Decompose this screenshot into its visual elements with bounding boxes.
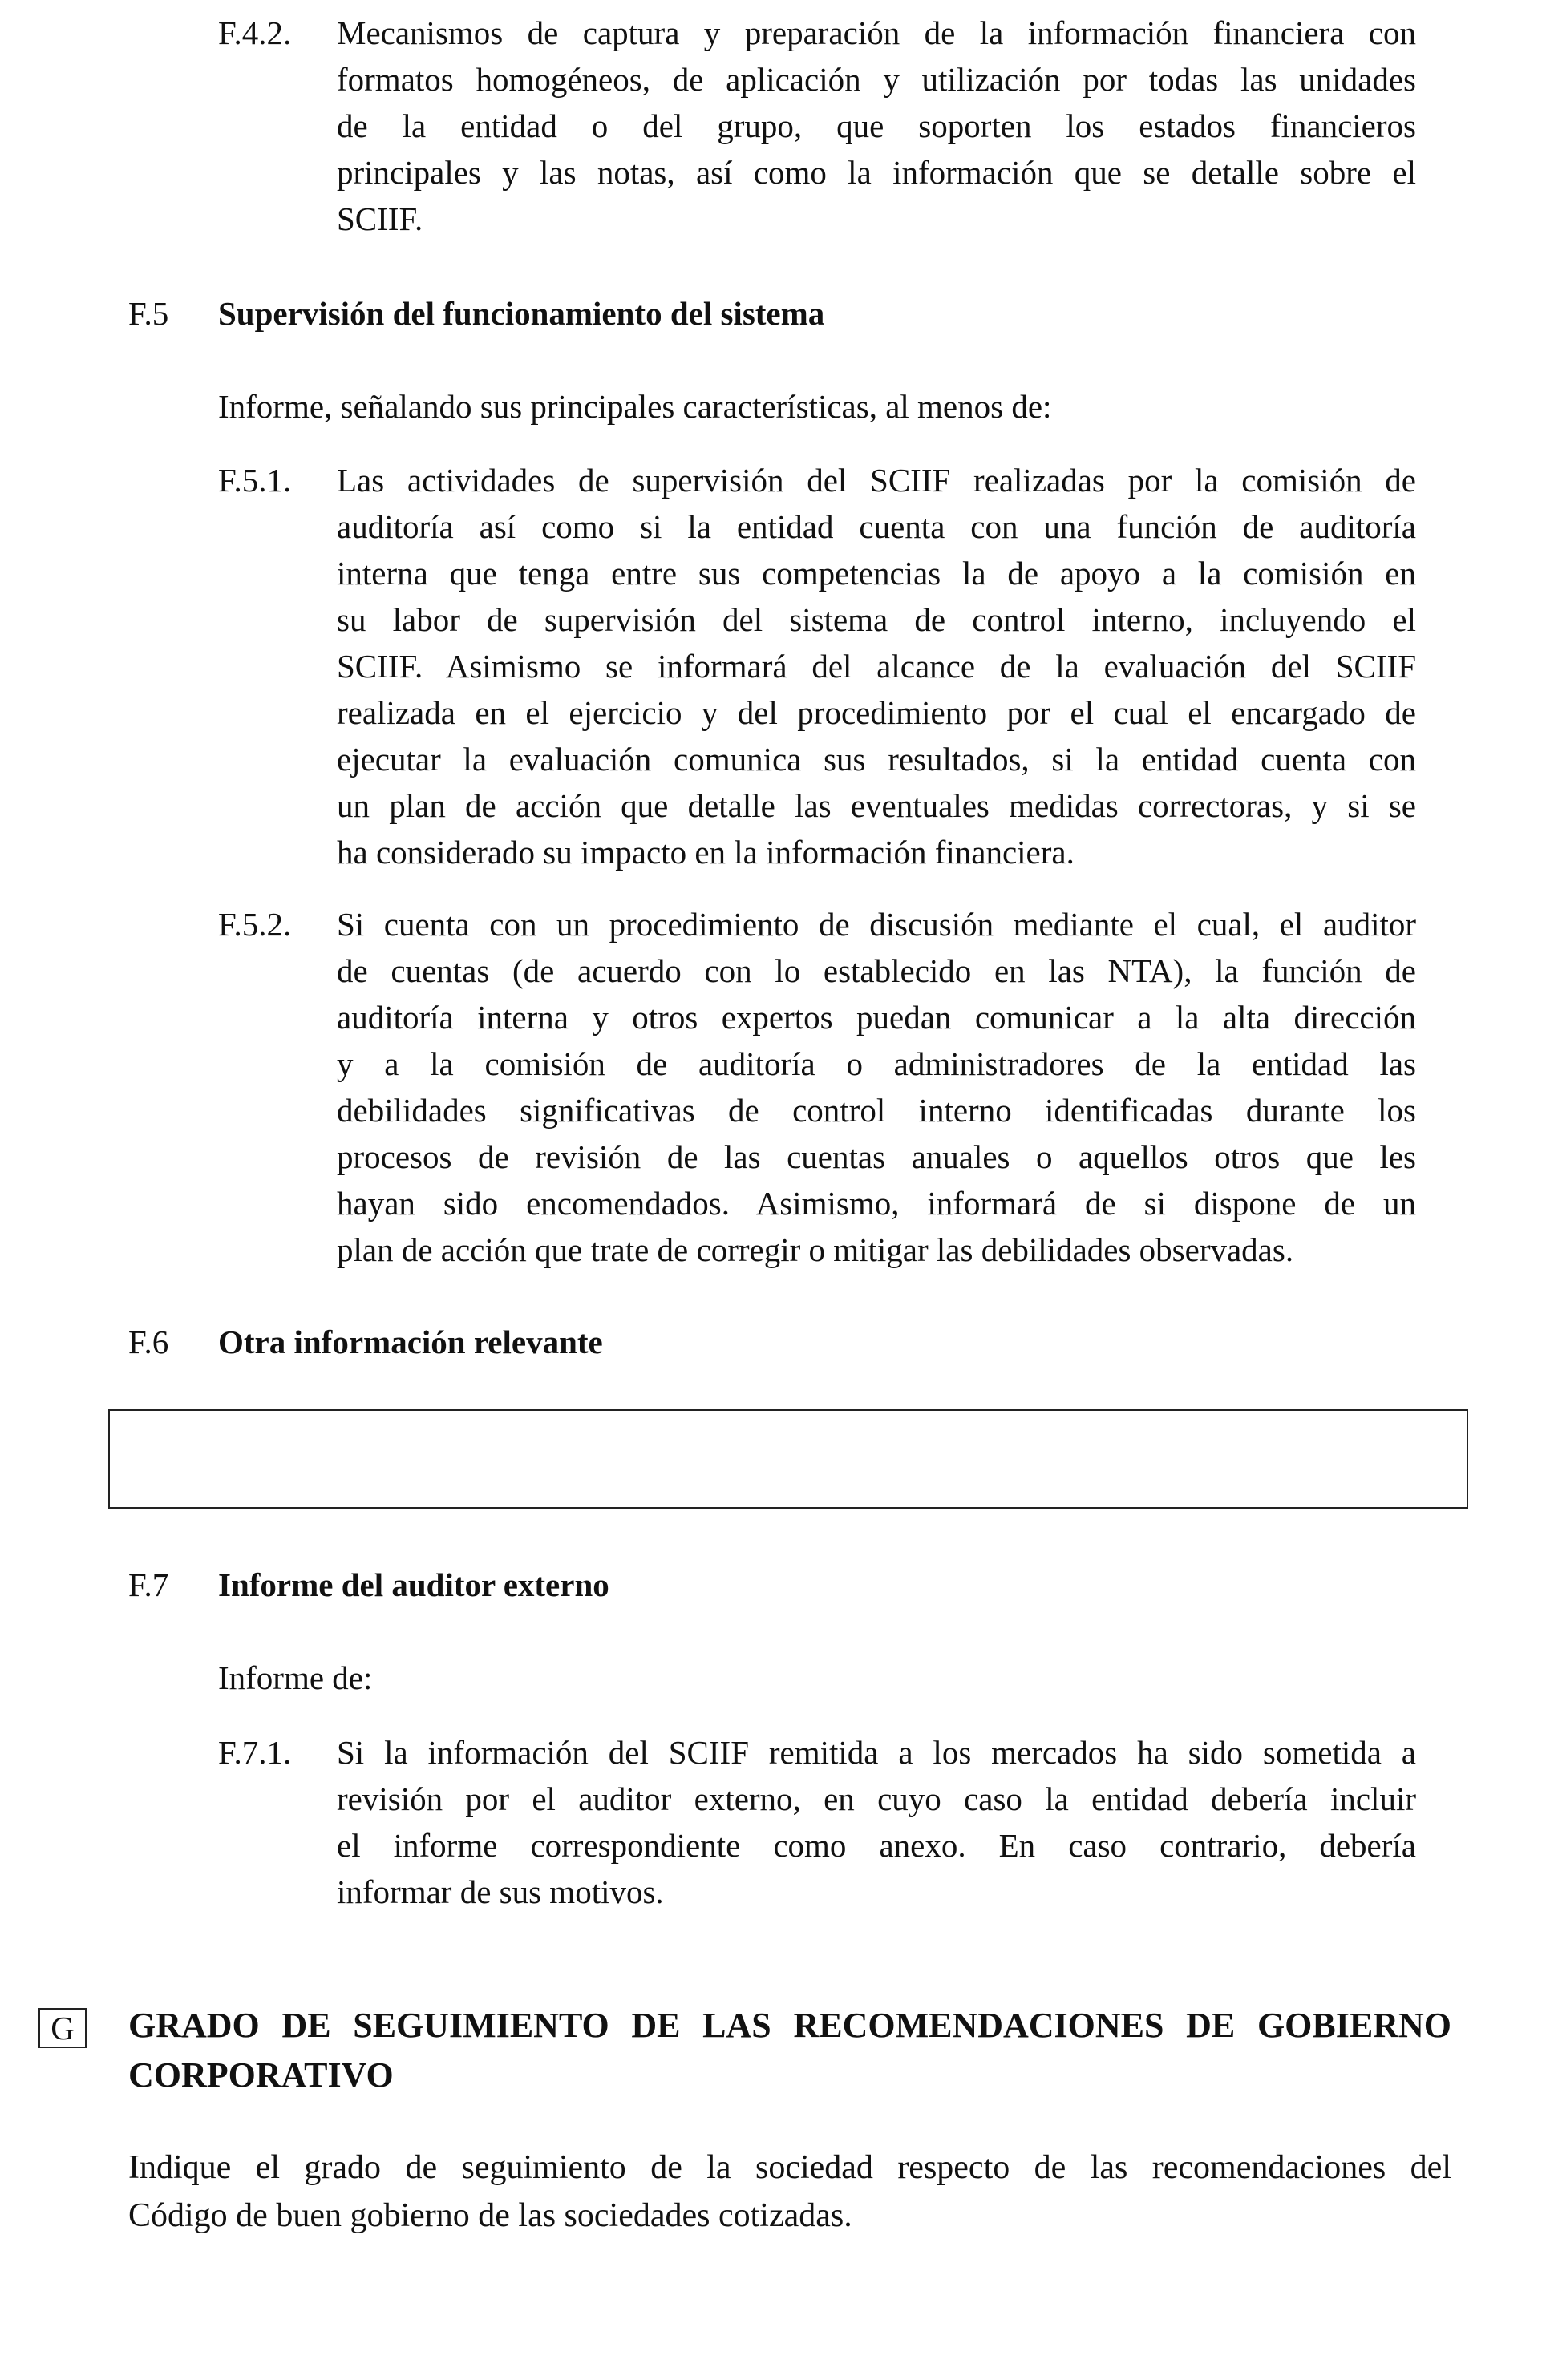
text-line: Mecanismos de captura y preparación de la información financiera con: [337, 14, 1416, 51]
text-line: interna que tenga entre sus competencias la de apoyo a la comisión en: [337, 555, 1416, 592]
section-intro-f5: [218, 383, 1421, 430]
text-line: auditoría interna y otros expertos puedan comunicar a la alta dirección: [337, 999, 1416, 1036]
text-line: informar de sus motivos.: [337, 1873, 664, 1910]
text-line: SCIIF.: [337, 200, 423, 237]
text-line: su labor de supervisión del sistema de control interno, incluyendo el: [337, 601, 1416, 638]
title-line: CORPORATIVO: [128, 2055, 394, 2095]
section-number-f5: F.5: [128, 295, 169, 332]
item-text-f42: [337, 10, 1416, 242]
text-line: un plan de acción que detalle las eventuales medidas correctoras, y si se: [337, 787, 1416, 824]
text-line: procesos de revisión de las cuentas anuales o aquellos otros que les: [337, 1138, 1416, 1175]
text-line: de la entidad o del grupo, que soporten los estados financieros: [337, 107, 1416, 144]
text-line: Informe de:: [218, 1659, 373, 1696]
section-title-f7: Informe del auditor externo: [218, 1566, 609, 1603]
text-line: hayan sido encomendados. Asimismo, informará de si dispone de un: [337, 1185, 1416, 1222]
section-number-f7: F.7: [128, 1566, 169, 1603]
text-line: principales y las notas, así como la información que se detalle sobre el: [337, 154, 1416, 191]
item-number-f52: F.5.2.: [218, 906, 292, 943]
item-number-f42: F.4.2.: [218, 14, 292, 51]
other-info-box: [108, 1409, 1468, 1509]
item-text-f51: [337, 457, 1416, 875]
text-line: Si la información del SCIIF remitida a los mercados ha sido sometida a: [337, 1734, 1416, 1771]
section-title-f6: Otra información relevante: [218, 1323, 603, 1360]
text-line: ejecutar la evaluación comunica sus resultados, si la entidad cuenta con: [337, 741, 1416, 778]
text-line: Informe, señalando sus principales características, al menos de:: [218, 388, 1052, 425]
text-line: de cuentas (de acuerdo con lo establecido en las NTA), la función de: [337, 952, 1416, 989]
section-letter-box-g: G: [38, 2008, 87, 2048]
text-line: Código de buen gobierno de las sociedades cotizadas.: [128, 2197, 852, 2234]
section-body-g: [128, 2144, 1451, 2240]
item-text-f52: [337, 901, 1416, 1273]
text-line: SCIIF. Asimismo se informará del alcance de la evaluación del SCIIF: [337, 648, 1416, 685]
text-line: Las actividades de supervisión del SCIIF realizadas por la comisión de: [337, 462, 1416, 499]
title-line: GRADO DE SEGUIMIENTO DE LAS RECOMENDACIONES DE GOBIERNO: [128, 2006, 1451, 2045]
item-number-f51: F.5.1.: [218, 462, 292, 499]
section-intro-f7: [218, 1655, 1421, 1701]
item-number-f71: F.7.1.: [218, 1734, 292, 1771]
text-line: debilidades significativas de control interno identificadas durante los: [337, 1092, 1416, 1129]
text-line: revisión por el auditor externo, en cuyo caso la entidad debería incluir: [337, 1780, 1416, 1817]
section-title-g: [128, 2001, 1451, 2100]
text-line: realizada en el ejercicio y del procedimiento por el cual el encargado de: [337, 694, 1416, 731]
text-line: formatos homogéneos, de aplicación y utilización por todas las unidades: [337, 61, 1416, 98]
section-title-f5: Supervisión del funcionamiento del sistema: [218, 295, 825, 332]
text-line: auditoría así como si la entidad cuenta con una función de auditoría: [337, 508, 1416, 545]
text-line: Indique el grado de seguimiento de la sociedad respecto de las recomendaciones del: [128, 2149, 1451, 2186]
text-line: y a la comisión de auditoría o administradores de la entidad las: [337, 1045, 1416, 1082]
text-line: ha considerado su impacto en la información financiera.: [337, 834, 1075, 871]
text-line: Si cuenta con un procedimiento de discusión mediante el cual, el auditor: [337, 906, 1416, 943]
text-line: plan de acción que trate de corregir o mitigar las debilidades observadas.: [337, 1231, 1294, 1268]
text-line: el informe correspondiente como anexo. En caso contrario, debería: [337, 1827, 1416, 1864]
section-number-f6: F.6: [128, 1323, 169, 1360]
item-text-f71: [337, 1729, 1416, 1915]
